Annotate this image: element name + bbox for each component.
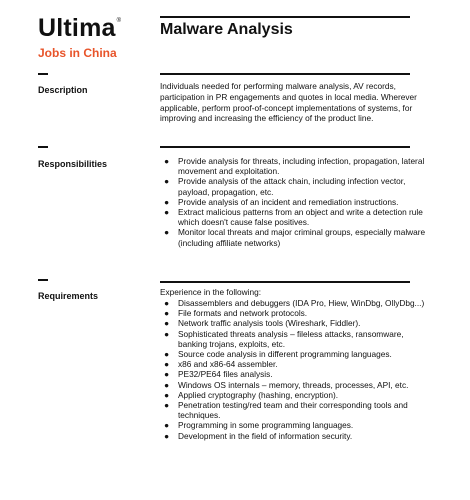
list-item-text: Provide analysis of an incident and remediation instructions. [178, 196, 399, 207]
bullet-icon: ● [164, 298, 170, 308]
bullet-icon: ● [164, 379, 170, 390]
bullet-icon: ● [164, 349, 170, 360]
requirements-label: Requirements [38, 291, 99, 301]
list-item-text: Windows OS internals – memory, threads, processes, API, etc. [178, 379, 409, 390]
list-item-text: PE32/PE64 files analysis. [178, 369, 273, 380]
bullet-icon: ● [164, 369, 170, 380]
bullet-icon: ● [164, 227, 170, 238]
list-item-text: Disassemblers and debuggers (IDA Pro, Hiew, WinDbg, OllyDbg...) [178, 298, 425, 308]
bullet-icon: ● [164, 156, 170, 166]
bullet-icon: ● [164, 328, 170, 339]
bullet-icon: ● [164, 196, 170, 207]
bullet-icon: ● [164, 389, 170, 400]
list-item [160, 156, 428, 176]
list-item [160, 308, 428, 318]
list-item [160, 369, 428, 379]
list-item-text: Provide analysis of the attack chain, including infection vector, payload, propagation, etc. [178, 176, 406, 197]
company-logo [38, 14, 121, 43]
bullet-icon: ● [164, 400, 170, 411]
list-item [160, 349, 428, 359]
bullet-icon: ● [164, 420, 170, 431]
list-item [160, 431, 428, 441]
bullet-icon: ● [164, 207, 170, 218]
bullet-icon: ● [164, 359, 170, 370]
list-item [160, 318, 428, 328]
list-item-text: Programming in some programming languages. [178, 420, 354, 431]
section-dash [38, 279, 48, 281]
list-item-text: Network traffic analysis tools (Wireshark, Fiddler). [178, 318, 361, 329]
bullet-icon: ● [164, 308, 170, 319]
list-item [160, 400, 428, 420]
list-item [160, 298, 428, 308]
description-label: Description [38, 85, 88, 95]
description-text: Individuals needed for performing malware analysis, AV records, participation in PR engagements and quotes in local media. Wherever applicable, perform proof-of-concept implementations of systems, for improving and increasing the efficiency of the product line. [160, 81, 417, 124]
section-rule [160, 146, 410, 148]
list-item-text: Extract malicious patterns from an object and write a detection rule which doesn't cause false positives. [178, 207, 423, 228]
list-item [160, 207, 428, 227]
list-item-text: Penetration testing/red team and their corresponding tools and techniques. [178, 400, 408, 421]
list-item-text: Sophisticated threats analysis – fileless attacks, ransomware, banking trojans, exploits, etc. [178, 328, 404, 349]
section-dash [38, 146, 48, 148]
requirements-intro: Experience in the following: [160, 287, 262, 297]
list-item [160, 359, 428, 369]
list-item-text: Monitor local threats and major criminal groups, especially malware (including affiliate networks) [178, 227, 426, 248]
list-item-text: Applied cryptography (hashing, encryption). [178, 389, 339, 400]
list-item [160, 380, 428, 390]
responsibilities-label: Responsibilities [38, 159, 108, 169]
list-item [160, 390, 428, 400]
title-rule [160, 16, 410, 18]
list-item [160, 176, 428, 196]
job-title: Malware Analysis [160, 21, 293, 38]
bullet-icon: ● [164, 430, 170, 441]
list-item-text: Provide analysis for threats, including infection, propagation, lateral movement and exploitation. [178, 156, 425, 177]
responsibilities-list [160, 156, 428, 248]
bullet-icon: ● [164, 318, 170, 329]
page-subtitle: Jobs in China [38, 46, 117, 60]
section-rule [160, 73, 410, 75]
list-item-text: x86 and x86-64 assembler. [178, 359, 278, 370]
list-item [160, 197, 428, 207]
section-rule [160, 281, 410, 283]
list-item-text: File formats and network protocols. [178, 308, 308, 319]
list-item-text: Source code analysis in different programming languages. [178, 349, 392, 360]
list-item [160, 329, 428, 349]
logo-text: Ultima [38, 14, 116, 42]
list-item-text: Development in the field of information security. [178, 430, 353, 441]
list-item [160, 227, 428, 247]
requirements-list [160, 298, 428, 441]
trademark-symbol: ® [116, 18, 122, 24]
list-item [160, 420, 428, 430]
section-dash [38, 73, 48, 75]
bullet-icon: ● [164, 176, 170, 187]
